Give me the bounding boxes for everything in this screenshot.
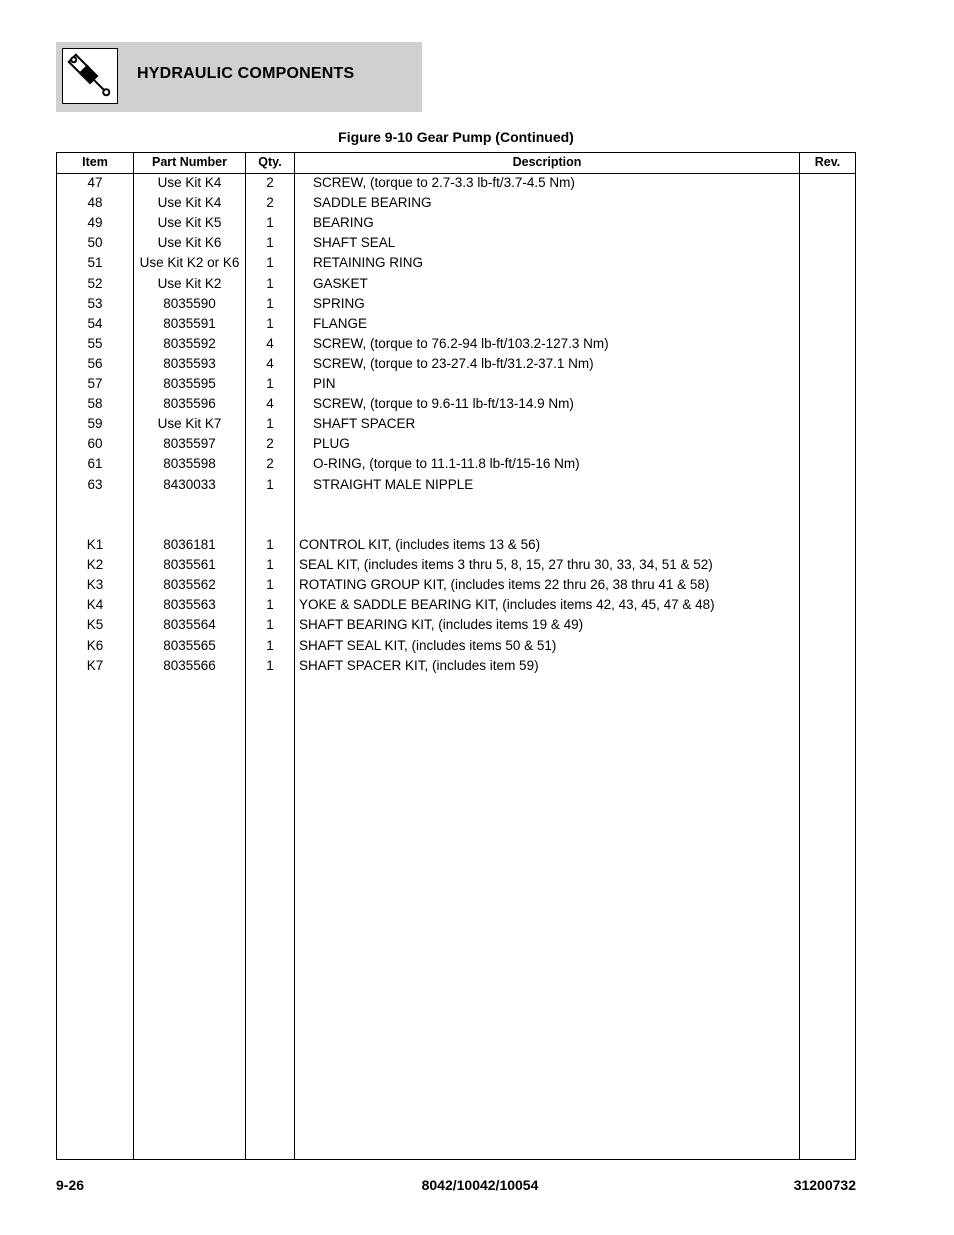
col-header-description: Description — [512, 155, 582, 169]
item-cell: K1 — [86, 537, 104, 552]
item-cell: 58 — [87, 396, 103, 411]
item-cell: 54 — [87, 316, 103, 331]
part-number-cell: 8035590 — [163, 296, 216, 311]
description-cell: RETAINING RING — [313, 255, 424, 270]
kit-row — [57, 535, 855, 555]
description-cell: SHAFT SEAL KIT, (includes items 50 & 51) — [299, 638, 557, 653]
item-cell: 53 — [87, 296, 103, 311]
qty-cell: 2 — [266, 175, 274, 190]
table-row — [57, 354, 855, 374]
description-cell: ROTATING GROUP KIT, (includes items 22 thru 26, 38 thru 41 & 58) — [299, 577, 710, 592]
item-cell: 47 — [87, 175, 103, 190]
kit-row — [57, 595, 855, 615]
description-cell: SPRING — [313, 296, 365, 311]
table-row — [57, 314, 855, 334]
qty-cell: 2 — [266, 456, 274, 471]
table-row — [57, 334, 855, 354]
page-number: 9-26 — [56, 1177, 85, 1193]
description-cell: SHAFT SPACER KIT, (includes item 59) — [299, 658, 539, 673]
part-number-cell: 8430033 — [163, 477, 216, 492]
qty-cell: 1 — [266, 296, 274, 311]
document-number: 31200732 — [793, 1177, 856, 1193]
description-cell: BEARING — [313, 215, 374, 230]
item-cell: K3 — [86, 577, 104, 592]
qty-cell: 1 — [266, 638, 274, 653]
part-number-cell: 8035597 — [163, 436, 216, 451]
description-cell: SHAFT SEAL — [313, 235, 396, 250]
part-number-cell: Use Kit K2 — [157, 276, 222, 291]
parts-table — [56, 152, 856, 1160]
item-cell: K5 — [86, 617, 104, 632]
description-cell: SCREW, (torque to 23-27.4 lb-ft/31.2-37.1 Nm) — [313, 356, 594, 371]
description-cell: PLUG — [313, 436, 350, 451]
description-cell: CONTROL KIT, (includes items 13 & 56) — [299, 537, 541, 552]
table-row — [57, 213, 855, 233]
qty-cell: 1 — [266, 577, 274, 592]
item-cell: 52 — [87, 276, 103, 291]
kit-row — [57, 656, 855, 676]
part-number-cell: 8035563 — [163, 597, 216, 612]
item-cell: K2 — [86, 557, 104, 572]
part-number-cell: Use Kit K6 — [157, 235, 222, 250]
kit-row — [57, 575, 855, 595]
table-row — [57, 173, 855, 193]
col-header-part-number: Part Number — [151, 155, 228, 169]
qty-cell: 1 — [266, 537, 274, 552]
qty-cell: 1 — [266, 276, 274, 291]
part-number-cell: Use Kit K7 — [157, 416, 222, 431]
col-header-rev: Rev. — [814, 155, 841, 169]
part-number-cell: 8035591 — [163, 316, 216, 331]
qty-cell: 1 — [266, 316, 274, 331]
item-cell: 57 — [87, 376, 103, 391]
part-number-cell: 8035564 — [163, 617, 216, 632]
description-cell: FLANGE — [313, 316, 368, 331]
item-cell: 50 — [87, 235, 103, 250]
table-row — [57, 434, 855, 454]
item-cell: 60 — [87, 436, 103, 451]
table-row — [57, 294, 855, 314]
item-cell: 55 — [87, 336, 103, 351]
table-row — [57, 414, 855, 434]
qty-cell: 2 — [266, 195, 274, 210]
item-cell: K4 — [86, 597, 104, 612]
part-number-cell: 8035561 — [163, 557, 216, 572]
part-number-cell: Use Kit K4 — [157, 195, 222, 210]
description-cell: GASKET — [313, 276, 368, 291]
part-number-cell: Use Kit K2 or K6 — [139, 255, 240, 270]
item-cell: 49 — [87, 215, 103, 230]
item-cell: 56 — [87, 356, 103, 371]
description-cell: SADDLE BEARING — [313, 195, 432, 210]
item-cell: 59 — [87, 416, 103, 431]
item-cell: K6 — [86, 638, 104, 653]
item-cell: 48 — [87, 195, 103, 210]
part-number-cell: Use Kit K5 — [157, 215, 222, 230]
qty-cell: 1 — [266, 658, 274, 673]
qty-cell: 1 — [266, 215, 274, 230]
table-row — [57, 475, 855, 495]
qty-cell: 4 — [266, 396, 274, 411]
part-number-cell: 8035562 — [163, 577, 216, 592]
kit-row — [57, 555, 855, 575]
part-number-cell: 8035593 — [163, 356, 216, 371]
table-row — [57, 253, 855, 273]
description-cell: SHAFT SPACER — [313, 416, 416, 431]
table-row — [57, 233, 855, 253]
model-numbers: 8042/10042/10054 — [421, 1177, 539, 1193]
part-number-cell: 8035565 — [163, 638, 216, 653]
description-cell: YOKE & SADDLE BEARING KIT, (includes items 42, 43, 45, 47 & 48) — [299, 597, 715, 612]
item-cell: 63 — [87, 477, 103, 492]
part-number-cell: Use Kit K4 — [157, 175, 222, 190]
qty-cell: 1 — [266, 477, 274, 492]
part-number-cell: 8035598 — [163, 456, 216, 471]
description-cell: PIN — [313, 376, 336, 391]
part-number-cell: 8035595 — [163, 376, 216, 391]
description-cell: SCREW, (torque to 76.2-94 lb-ft/103.2-127.3 Nm) — [313, 336, 609, 351]
qty-cell: 2 — [266, 436, 274, 451]
qty-cell: 1 — [266, 557, 274, 572]
qty-cell: 1 — [266, 376, 274, 391]
col-header-qty: Qty. — [258, 155, 282, 169]
table-row — [57, 193, 855, 213]
item-cell: 61 — [87, 456, 103, 471]
description-cell: SCREW, (torque to 2.7-3.3 lb-ft/3.7-4.5 Nm) — [313, 175, 575, 190]
qty-cell: 1 — [266, 235, 274, 250]
hydraulic-cylinder-icon — [62, 48, 118, 104]
description-cell: SCREW, (torque to 9.6-11 lb-ft/13-14.9 Nm) — [313, 396, 574, 411]
qty-cell: 4 — [266, 356, 274, 371]
description-cell: SEAL KIT, (includes items 3 thru 5, 8, 15, 27 thru 30, 33, 34, 51 & 52) — [299, 557, 713, 572]
item-cell: K7 — [86, 658, 104, 673]
table-row — [57, 374, 855, 394]
part-number-cell: 8035596 — [163, 396, 216, 411]
kit-row — [57, 615, 855, 635]
item-cell: 51 — [87, 255, 103, 270]
figure-title: Figure 9-10 Gear Pump (Continued) — [338, 129, 574, 145]
qty-cell: 4 — [266, 336, 274, 351]
table-row — [57, 274, 855, 294]
part-number-cell: 8036181 — [163, 537, 216, 552]
col-header-item: Item — [82, 155, 108, 169]
part-number-cell: 8035592 — [163, 336, 216, 351]
qty-cell: 1 — [266, 597, 274, 612]
qty-cell: 1 — [266, 255, 274, 270]
table-row — [57, 394, 855, 414]
part-number-cell: 8035566 — [163, 658, 216, 673]
qty-cell: 1 — [266, 416, 274, 431]
qty-cell: 1 — [266, 617, 274, 632]
description-cell: SHAFT BEARING KIT, (includes items 19 & 49) — [299, 617, 584, 632]
table-row — [57, 454, 855, 474]
section-title: HYDRAULIC COMPONENTS — [137, 65, 355, 82]
kit-row — [57, 636, 855, 656]
description-cell: O-RING, (torque to 11.1-11.8 lb-ft/15-16 Nm) — [313, 456, 580, 471]
description-cell: STRAIGHT MALE NIPPLE — [313, 477, 474, 492]
